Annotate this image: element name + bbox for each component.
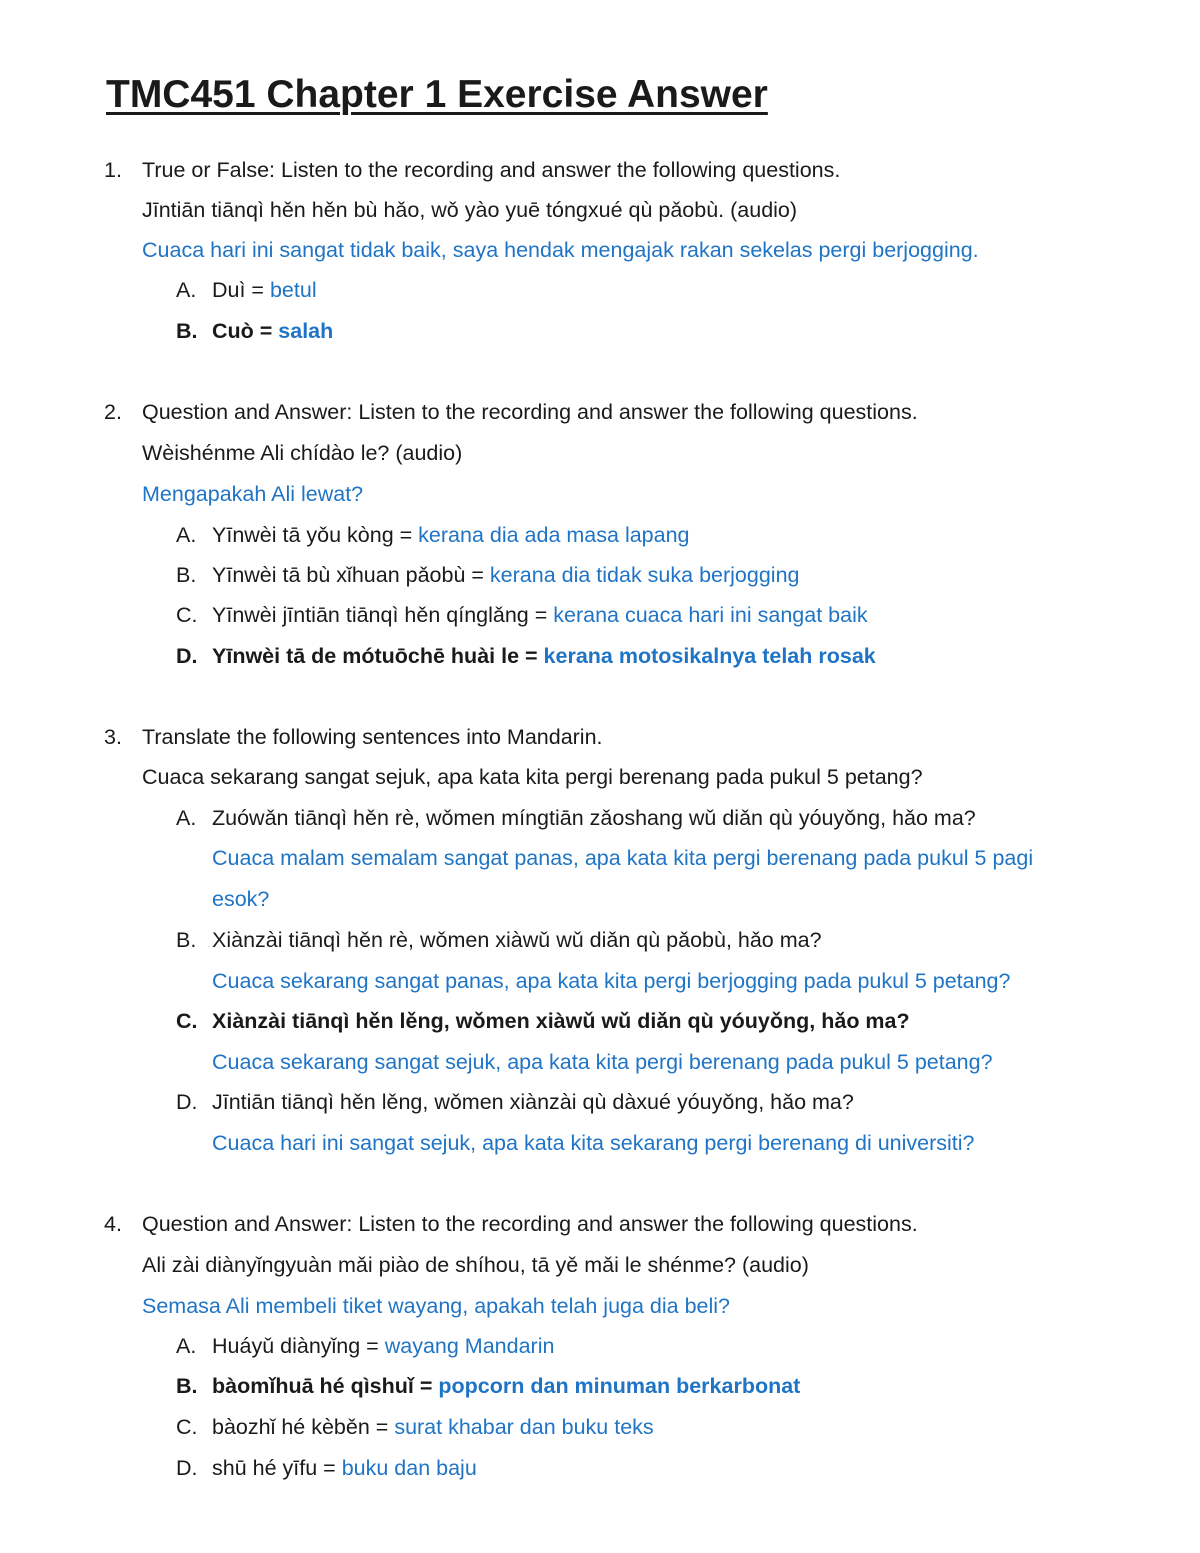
q2-translation: Mengapakah Ali lewat? <box>142 482 364 506</box>
q3-instruction: Translate the following sentences into Mandarin. <box>142 725 603 749</box>
option-text: Duì = <box>212 278 270 302</box>
q4-number: 4. <box>104 1212 122 1236</box>
option-letter: A. <box>176 278 197 302</box>
option-text: Zuówǎn tiānqì hěn rè, wǒmen míngtiān zǎoshang wǔ diǎn qù yóuyǒng, hǎo ma? <box>212 806 976 830</box>
option-text: Xiànzài tiānqì hěn rè, wǒmen xiàwǔ wǔ diǎn qù pǎobù, hǎo ma? <box>212 928 822 952</box>
option-letter: C. <box>176 1415 198 1439</box>
option-letter: C. <box>176 603 198 627</box>
option-text: Yīnwèi tā yǒu kòng = <box>212 523 419 547</box>
q4-instruction: Question and Answer: Listen to the recording and answer the following questions. <box>142 1212 918 1236</box>
option-letter: B. <box>176 563 197 587</box>
option-answer: Cuaca sekarang sangat sejuk, apa kata kita pergi berenang pada pukul 5 petang? <box>212 1050 993 1074</box>
option-answer: Cuaca sekarang sangat panas, apa kata kita pergi berjogging pada pukul 5 petang? <box>212 969 1011 993</box>
option-answer: kerana dia tidak suka berjogging <box>489 563 800 587</box>
q2-pinyin: Wèishénme Ali chídào le? (audio) <box>142 441 463 465</box>
option-answer: buku dan baju <box>341 1456 477 1480</box>
option-answer: salah <box>278 319 334 343</box>
option-answer: Cuaca hari ini sangat sejuk, apa kata kita sekarang pergi berenang di universiti? <box>212 1131 975 1155</box>
option-text: Yīnwèi tā de mótuōchē huài le = <box>212 644 544 668</box>
option-answer: Cuaca malam semalam sangat panas, apa kata kita pergi berenang pada pukul 5 pagi <box>212 846 1034 870</box>
option-text: Cuò = <box>212 319 279 343</box>
q3-number: 3. <box>104 725 122 749</box>
q4-translation: Semasa Ali membeli tiket wayang, apakah telah juga dia beli? <box>142 1294 731 1318</box>
option-answer: popcorn dan minuman berkarbonat <box>438 1374 801 1398</box>
option-letter: A. <box>176 523 197 547</box>
option-text: Yīnwèi tā bù xǐhuan pǎobù = <box>212 563 490 587</box>
document-title: TMC451 Chapter 1 Exercise Answer <box>106 73 768 116</box>
option-letter: B. <box>176 319 198 343</box>
option-text: shū hé yīfu = <box>212 1456 342 1480</box>
option-text: Xiànzài tiānqì hěn lěng, wǒmen xiàwǔ wǔ diǎn qù yóuyǒng, hǎo ma? <box>212 1009 910 1033</box>
option-text: Yīnwèi jīntiān tiānqì hěn qínglǎng = <box>212 603 554 627</box>
option-answer: kerana motosikalnya telah rosak <box>543 644 876 668</box>
option-letter: B. <box>176 928 197 952</box>
q4-pinyin: Ali zài diànyǐngyuàn mǎi piào de shíhou, tā yě mǎi le shénme? (audio) <box>142 1253 809 1277</box>
option-answer: surat khabar dan buku teks <box>394 1415 654 1439</box>
option-answer: wayang Mandarin <box>384 1334 555 1358</box>
q2-number: 2. <box>104 400 122 424</box>
option-text: bàozhǐ hé kèběn = <box>212 1415 395 1439</box>
q3-sentence: Cuaca sekarang sangat sejuk, apa kata kita pergi berenang pada pukul 5 petang? <box>142 765 923 789</box>
option-letter: D. <box>176 1456 198 1480</box>
q2-instruction: Question and Answer: Listen to the recording and answer the following questions. <box>142 400 918 424</box>
q1-instruction: True or False: Listen to the recording and answer the following questions. <box>142 158 841 182</box>
option-text: bàomǐhuā hé qìshuǐ = <box>212 1374 439 1398</box>
option-letter: D. <box>176 644 198 668</box>
q1-translation: Cuaca hari ini sangat tidak baik, saya hendak mengajak rakan sekelas pergi berjogging. <box>142 238 979 262</box>
option-answer-continued: esok? <box>212 887 270 911</box>
option-letter: A. <box>176 806 197 830</box>
option-letter: D. <box>176 1090 198 1114</box>
option-answer: kerana cuaca hari ini sangat baik <box>553 603 868 627</box>
option-answer: kerana dia ada masa lapang <box>418 523 690 547</box>
q1-number: 1. <box>104 158 122 182</box>
option-letter: A. <box>176 1334 197 1358</box>
option-text: Huáyǔ diànyǐng = <box>212 1334 385 1358</box>
option-text: Jīntiān tiānqì hěn lěng, wǒmen xiànzài qù dàxué yóuyǒng, hǎo ma? <box>212 1090 854 1114</box>
option-letter: B. <box>176 1374 198 1398</box>
option-answer: betul <box>269 278 317 302</box>
option-letter: C. <box>176 1009 198 1033</box>
q1-pinyin: Jīntiān tiānqì hěn hěn bù hǎo, wǒ yào yuē tóngxué qù pǎobù. (audio) <box>142 198 798 222</box>
